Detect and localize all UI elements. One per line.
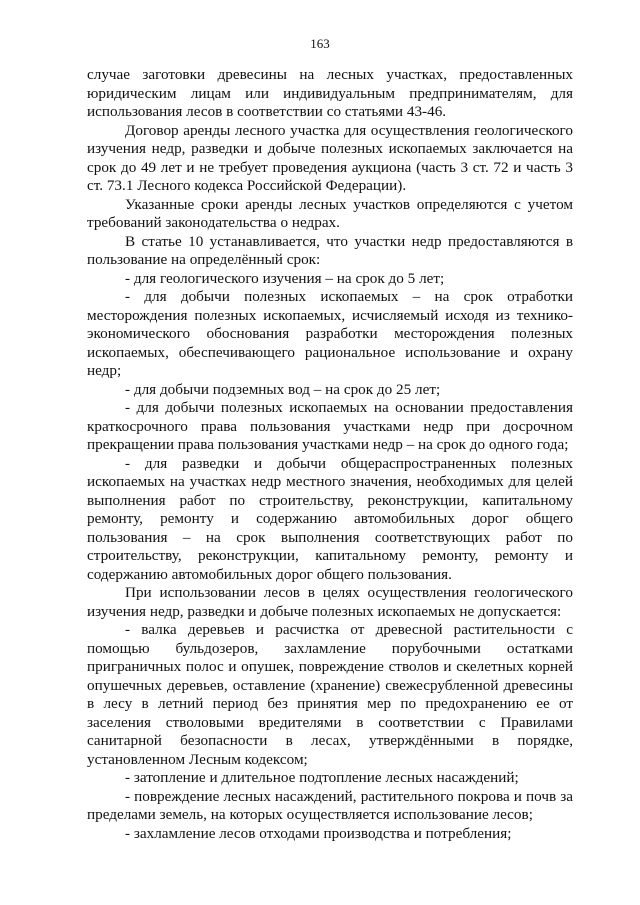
list-item: - для разведки и добычи общераспространенных полезных ископаемых на участках недр местного значения, необходимых для целей выполнения работ по строительству, реконструкции, капитальному ремонту, ремонту и содержанию автомобильных дорог общего пользования – на срок выполнения соответствующих работ по строительству, реконструкции, капитальному ремонту, ремонту и содержанию автомобильных дорог общего пользования. <box>87 454 573 583</box>
list-item: - для добычи полезных ископаемых – на срок отработки месторождения полезных ископаемых, исчисляемый исходя из технико-экономического обоснования разработки месторождения полезных ископаемых, обеспечивающего рациональное использование и охрану недр; <box>87 288 573 379</box>
list-item: - для добычи подземных вод – на срок до 25 лет; <box>125 380 441 398</box>
list-item: - затопление и длительное подтопление лесных насаждений; <box>125 769 519 786</box>
paragraph: В статье 10 устанавливается, что участки недр предоставляются в пользование на определённый срок: <box>87 232 573 268</box>
list-item: - валка деревьев и расчистка от древесной растительности с помощью бульдозеров, захламление порубочными остатками приграничных полос и опушек, повреждение стволов и скелетных корней опушечных деревьев, оставление (хранение) свежесрубленной древесины в лесу в летний период без принятия мер по предохранению ее от заселения стволовыми вредителями в соответствии с Правилами санитарной безопасности в лесах, утверждёнными в порядке, установленном Лесным кодексом; <box>87 621 573 768</box>
document-body <box>87 66 573 843</box>
page-number: 163 <box>310 36 330 51</box>
paragraph: Договор аренды лесного участка для осуществления геологического изучения недр, разведки и добыче полезных ископаемых заключается на срок до 49 лет и не требует проведения аукциона (часть 3 ст. 72 и часть 3 ст. 73.1 Лесного кодекса Российской Федерации). <box>87 121 573 194</box>
list-item: - для добычи полезных ископаемых на основании предоставления краткосрочного права пользования участками недр при досрочном прекращении права пользования участками недр – на срок до одного года; <box>87 399 573 453</box>
list-item: - повреждение лесных насаждений, растительного покрова и почв за пределами земель, на которых осуществляется использование лесов; <box>87 787 573 823</box>
list-item: - захламление лесов отходами производства и потребления; <box>125 824 512 842</box>
paragraph: При использовании лесов в целях осуществления геологического изучения недр, разведки и добыче полезных ископаемых не допускается: <box>87 584 573 620</box>
paragraph: случае заготовки древесины на лесных участках, предоставленных юридическим лицам или индивидуальным предпринимателям, для использования лесов в соответствии со статьями 43-46. <box>87 66 573 120</box>
paragraph: Указанные сроки аренды лесных участков определяются с учетом требований законодательства о недрах. <box>87 195 573 231</box>
list-item: - для геологического изучения – на срок до 5 лет; <box>125 269 445 287</box>
